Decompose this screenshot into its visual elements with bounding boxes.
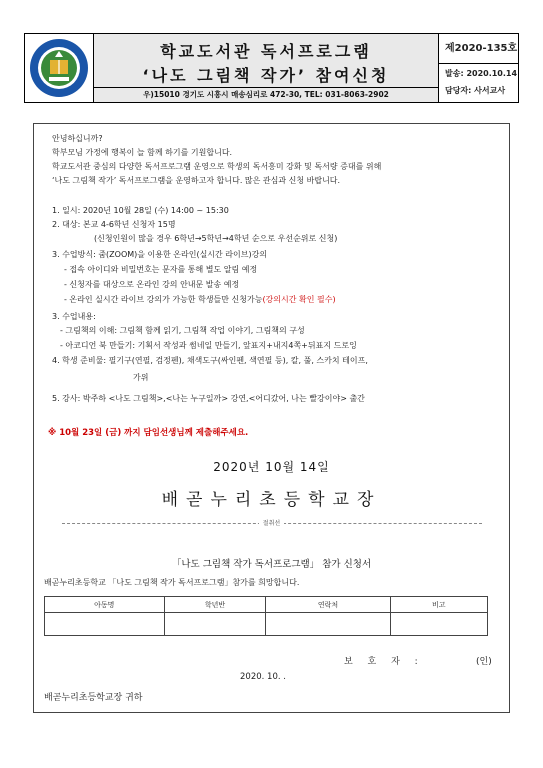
- column-header-contact: 연락처: [266, 597, 390, 613]
- school-address: 우)15010 경기도 시흥시 매송심리로 472-30, TEL: 031-8063-2902: [94, 88, 439, 103]
- item-supplies: 4. 학생 준비물: 필기구(연필, 검정펜), 채색도구(싸인펜, 색연필 등), 칼, 풀, 스카치 테이프,: [52, 356, 368, 365]
- paragraph-1: 학부모님 가정에 행복이 늘 함께 하기를 기원합니다.: [52, 148, 233, 157]
- document-subtitle: ‘나도 그림책 작가’ 참여신청: [142, 66, 390, 85]
- class-cell[interactable]: [164, 613, 266, 636]
- item-content-b: - 아코디언 북 만들기: 기획서 작성과 썸네일 만들기, 앞표지+내지4쪽+뒤표지 드로잉: [60, 341, 357, 350]
- document-title: 학교도서관 독서프로그램: [160, 42, 372, 61]
- form-description: 배곧누리초등학교 「나도 그림책 작가 독서프로그램」참가를 희망합니다.: [44, 578, 300, 587]
- greeting: 안녕하십니까?: [52, 134, 103, 143]
- name-cell[interactable]: [45, 613, 165, 636]
- item-method-a: - 접속 아이디와 비밀번호는 문자를 통해 별도 알림 예정: [64, 265, 258, 274]
- contact-cell[interactable]: [266, 613, 390, 636]
- paragraph-3: ‘나도 그림책 작가’ 독서프로그램을 운영하고자 합니다. 많은 관심과 신청 바랍니다.: [52, 176, 341, 185]
- form-date: 2020. 10. .: [240, 672, 286, 682]
- note-cell[interactable]: [390, 613, 487, 636]
- item-instructor: 5. 강사: 박주하 <나도 그림책>,<나는 누구일까> 강연,<어디갔어, 나는 빨강이야> 출간: [52, 394, 365, 403]
- item-content: 3. 수업내용:: [52, 312, 96, 321]
- document-meta: [439, 33, 519, 103]
- school-principal: 배곧누리초등학교장: [161, 490, 382, 510]
- send-date: 발송: 2020.10.14: [445, 69, 518, 78]
- item-method: 3. 수업방식: 줌(ZOOM)을 이용한 온라인(실시간 라이브)강의: [52, 250, 268, 259]
- item-method-b: - 신청자를 대상으로 온라인 강의 안내문 발송 예정: [64, 280, 240, 289]
- item-method-c: [64, 294, 336, 306]
- item-content-a: - 그림책의 이해: 그림책 함께 읽기, 그림책 작업 이야기, 그림책의 구성: [60, 326, 305, 335]
- column-header-name: 아동명: [45, 597, 165, 613]
- table-header-row: [45, 597, 488, 613]
- deadline-notice: ※ 10월 23일 (금) 까지 담임선생님께 제출해주세요.: [48, 428, 249, 438]
- item-date: 1. 일시: 2020년 10월 28일 (수) 14:00 ~ 15:30: [52, 206, 229, 215]
- column-header-note: 비고: [390, 597, 487, 613]
- school-logo-box: [24, 33, 94, 103]
- document-header: [24, 33, 519, 103]
- item-method-c-warning: (강의시간 확인 필수): [262, 295, 336, 304]
- title-box: [94, 33, 439, 88]
- column-header-class: 학년반: [164, 597, 266, 613]
- form-title: 「나도 그림책 작가 독서프로그램」 참가 신청서: [171, 559, 372, 570]
- item-target-note: (신청인원이 많을 경우 6학년→5학년→4학년 순으로 우선순위로 신청): [94, 234, 338, 243]
- item-supplies-cont: 가위: [133, 373, 149, 382]
- application-table: [44, 596, 488, 636]
- item-target: 2. 대상: 본교 4-6학년 신청자 15명: [52, 220, 176, 229]
- school-logo: [25, 34, 93, 102]
- item-method-c-text: - 온라인 실시간 라이브 강의가 가능한 학생들만 신청가능: [64, 295, 263, 304]
- document-number: 제2020-135호: [439, 34, 518, 64]
- table-row: [45, 613, 488, 636]
- guardian-label: 보 호 자 :: [344, 657, 424, 667]
- seal-label: (인): [476, 657, 492, 667]
- cut-line-label: 절취선: [259, 520, 284, 527]
- person-in-charge: 담당자: 사서교사: [445, 86, 506, 95]
- paragraph-2: 학교도서관 중심의 다양한 독서프로그램 운영으로 학생의 독서흥미 강화 및 독서량 증대를 위해: [52, 162, 382, 171]
- letter-date: 2020년 10월 14일: [213, 460, 330, 474]
- recipient: 배곧누리초등학교장 귀하: [44, 693, 143, 703]
